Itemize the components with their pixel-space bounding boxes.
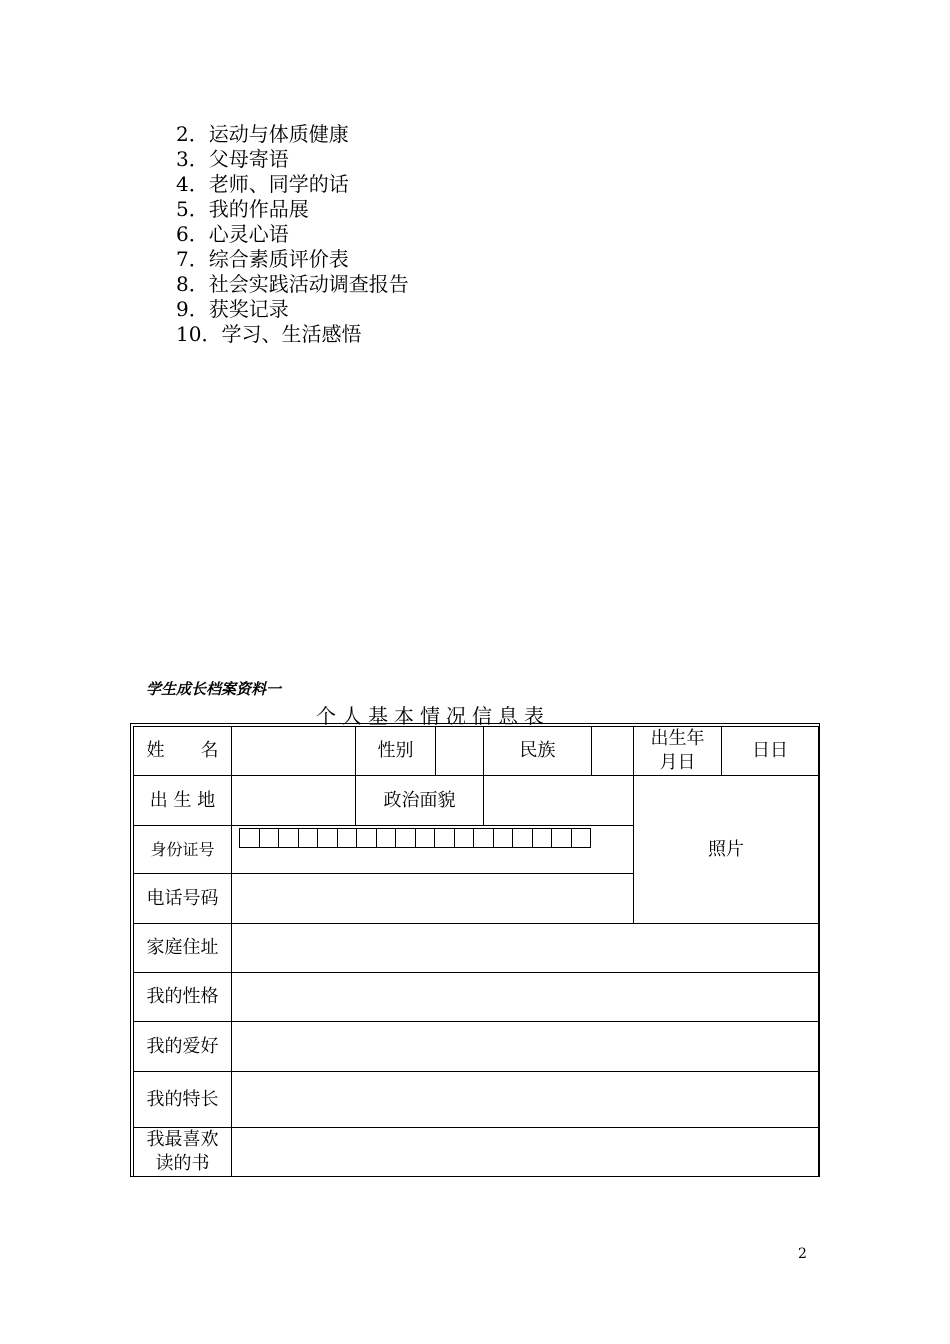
gender-label: 性别 <box>356 727 436 776</box>
id-digit-box[interactable] <box>298 829 318 847</box>
birth-date-label-line1: 出生年 <box>650 728 705 749</box>
section-label: 学生成长档案资料一 <box>146 680 282 698</box>
page-number: 2 <box>798 1246 807 1262</box>
personal-info-table <box>133 726 819 1177</box>
contents-item: 3．父母寄语 <box>176 147 289 171</box>
personality-label: 我的性格 <box>134 973 232 1022</box>
id-number-boxes[interactable] <box>239 828 591 848</box>
id-digit-box[interactable] <box>337 829 357 847</box>
phone-label: 电话号码 <box>134 874 232 924</box>
specialty-label: 我的特长 <box>134 1072 232 1128</box>
personality-field[interactable] <box>232 973 819 1022</box>
name-field[interactable] <box>232 727 356 776</box>
ethnicity-field[interactable] <box>592 727 634 776</box>
ethnicity-label: 民族 <box>484 727 592 776</box>
id-digit-box[interactable] <box>376 829 396 847</box>
political-status-field[interactable] <box>484 776 634 826</box>
birth-date-label-line2: 月日 <box>659 752 696 773</box>
specialty-field[interactable] <box>232 1072 819 1128</box>
birthplace-field[interactable] <box>232 776 356 826</box>
address-field[interactable] <box>232 924 819 973</box>
contents-item: 4．老师、同学的话 <box>176 172 349 196</box>
gender-field[interactable] <box>436 727 484 776</box>
id-digit-box[interactable] <box>571 829 591 847</box>
contents-item: 5．我的作品展 <box>176 197 309 221</box>
favorite-book-label <box>134 1128 232 1177</box>
contents-item: 9．获奖记录 <box>176 297 289 321</box>
contents-list <box>176 122 409 347</box>
id-digit-box[interactable] <box>532 829 552 847</box>
contents-item: 7．综合素质评价表 <box>176 247 349 271</box>
photo-area[interactable]: 照片 <box>634 776 819 924</box>
id-digit-box[interactable] <box>240 829 259 847</box>
birthplace-label: 出 生 地 <box>134 776 232 826</box>
id-number-field[interactable] <box>232 826 634 874</box>
hobby-field[interactable] <box>232 1022 819 1072</box>
birth-date-label <box>634 727 722 776</box>
contents-item: 6．心灵心语 <box>176 222 289 246</box>
address-label: 家庭住址 <box>134 924 232 973</box>
id-digit-box[interactable] <box>493 829 513 847</box>
favorite-book-label-line1: 我最喜欢 <box>146 1129 219 1150</box>
favorite-book-field[interactable] <box>232 1128 819 1177</box>
contents-item: 2．运动与体质健康 <box>176 122 349 146</box>
id-digit-box[interactable] <box>356 829 376 847</box>
id-digit-box[interactable] <box>512 829 532 847</box>
id-digit-box[interactable] <box>415 829 435 847</box>
id-digit-box[interactable] <box>454 829 474 847</box>
id-digit-box[interactable] <box>395 829 415 847</box>
table-title: 个人基本情况信息表 <box>316 704 550 728</box>
political-status-label: 政治面貌 <box>356 776 484 826</box>
id-digit-box[interactable] <box>551 829 571 847</box>
hobby-label: 我的爱好 <box>134 1022 232 1072</box>
favorite-book-label-line2: 读的书 <box>155 1153 210 1174</box>
contents-item: 8．社会实践活动调查报告 <box>176 272 409 296</box>
birth-date-field[interactable]: 日日 <box>722 727 819 776</box>
id-digit-box[interactable] <box>434 829 454 847</box>
contents-item: 10．学习、生活感悟 <box>176 322 362 346</box>
id-digit-box[interactable] <box>278 829 298 847</box>
name-label: 姓 名 <box>134 727 232 776</box>
id-number-label: 身份证号 <box>134 826 232 874</box>
id-digit-box[interactable] <box>317 829 337 847</box>
phone-field[interactable] <box>232 874 634 924</box>
id-digit-box[interactable] <box>259 829 279 847</box>
id-digit-box[interactable] <box>473 829 493 847</box>
